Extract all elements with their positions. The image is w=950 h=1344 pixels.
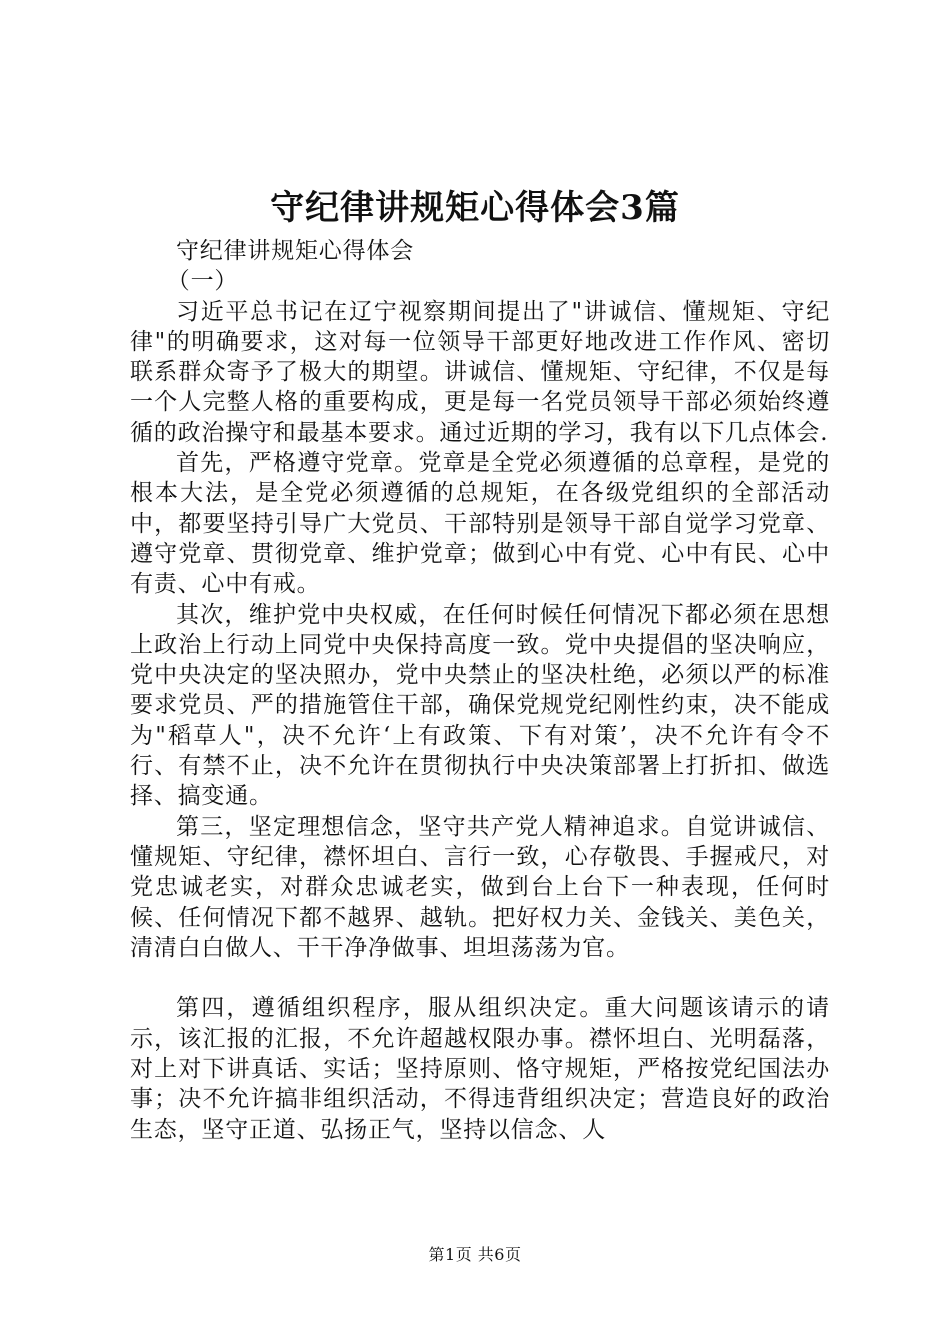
- paragraph: 第四，遵循组织程序，服从组织决定。重大问题该请示的请示，该汇报的汇报，不允许超越权限办事。襟怀坦白、光明磊落，对上对下讲真话、实话；坚持原则、恪守规矩，严格按党纪国法办事；决不允许搞非组织活动，不得违背组织决定；营造良好的政治生态，坚守正道、弘扬正气，坚持以信念、人: [130, 995, 830, 1143]
- section-marker: （一）: [166, 268, 239, 295]
- subtitle: 守纪律讲规矩心得体会: [176, 238, 414, 264]
- document-title: 守纪律讲规矩心得体会3篇: [270, 188, 680, 228]
- page-footer: 第1页 共6页: [428, 1245, 522, 1264]
- paragraph: 其次，维护党中央权威，在任何时候任何情况下都必须在思想上政治上行动上同党中央保持高度一致。党中央提倡的坚决响应，党中央决定的坚决照办，党中央禁止的坚决杜绝，必须以严的标准要求党员、严的措施管住干部，确保党规党纪刚性约束，决不能成为"稻草人"，决不允许‘上有政策、下有对策’，决不允许有令不行、有禁不止，决不允许在贯彻执行中央决策部署上打折扣、做选择、搞变通。: [130, 601, 830, 810]
- document-body: [130, 236, 830, 1145]
- paragraph: 首先，严格遵守党章。党章是全党必须遵循的总章程，是党的根本大法，是全党必须遵循的总规矩，在各级党组织的全部活动中，都要坚持引导广大党员、干部特别是领导干部自觉学习党章、遵守党章、贯彻党章、维护党章；做到心中有党、心中有民、心中有责、心中有戒。: [130, 450, 830, 598]
- paragraph: 第三，坚定理想信念，坚守共产党人精神追求。自觉讲诚信、懂规矩、守纪律，襟怀坦白、言行一致，心存敬畏、手握戒尺，对党忠诚老实，对群众忠诚老实，做到台上台下一种表现，任何时候、任何情况下都不越界、越轨。把好权力关、金钱关、美色关，清清白白做人、干干净净做事、坦坦荡荡为官。: [130, 813, 830, 961]
- paragraph: 习近平总书记在辽宁视察期间提出了"讲诚信、懂规矩、守纪律"的明确要求，这对每一位领导干部更好地改进工作作风、密切联系群众寄予了极大的期望。讲诚信、懂规矩、守纪律，不仅是每一个人完整人格的重要构成，更是每一名党员领导干部必须始终遵循的政治操守和最基本要求。通过近期的学习，我有以下几点体会.: [130, 298, 830, 446]
- paragraph-gap: [130, 963, 830, 993]
